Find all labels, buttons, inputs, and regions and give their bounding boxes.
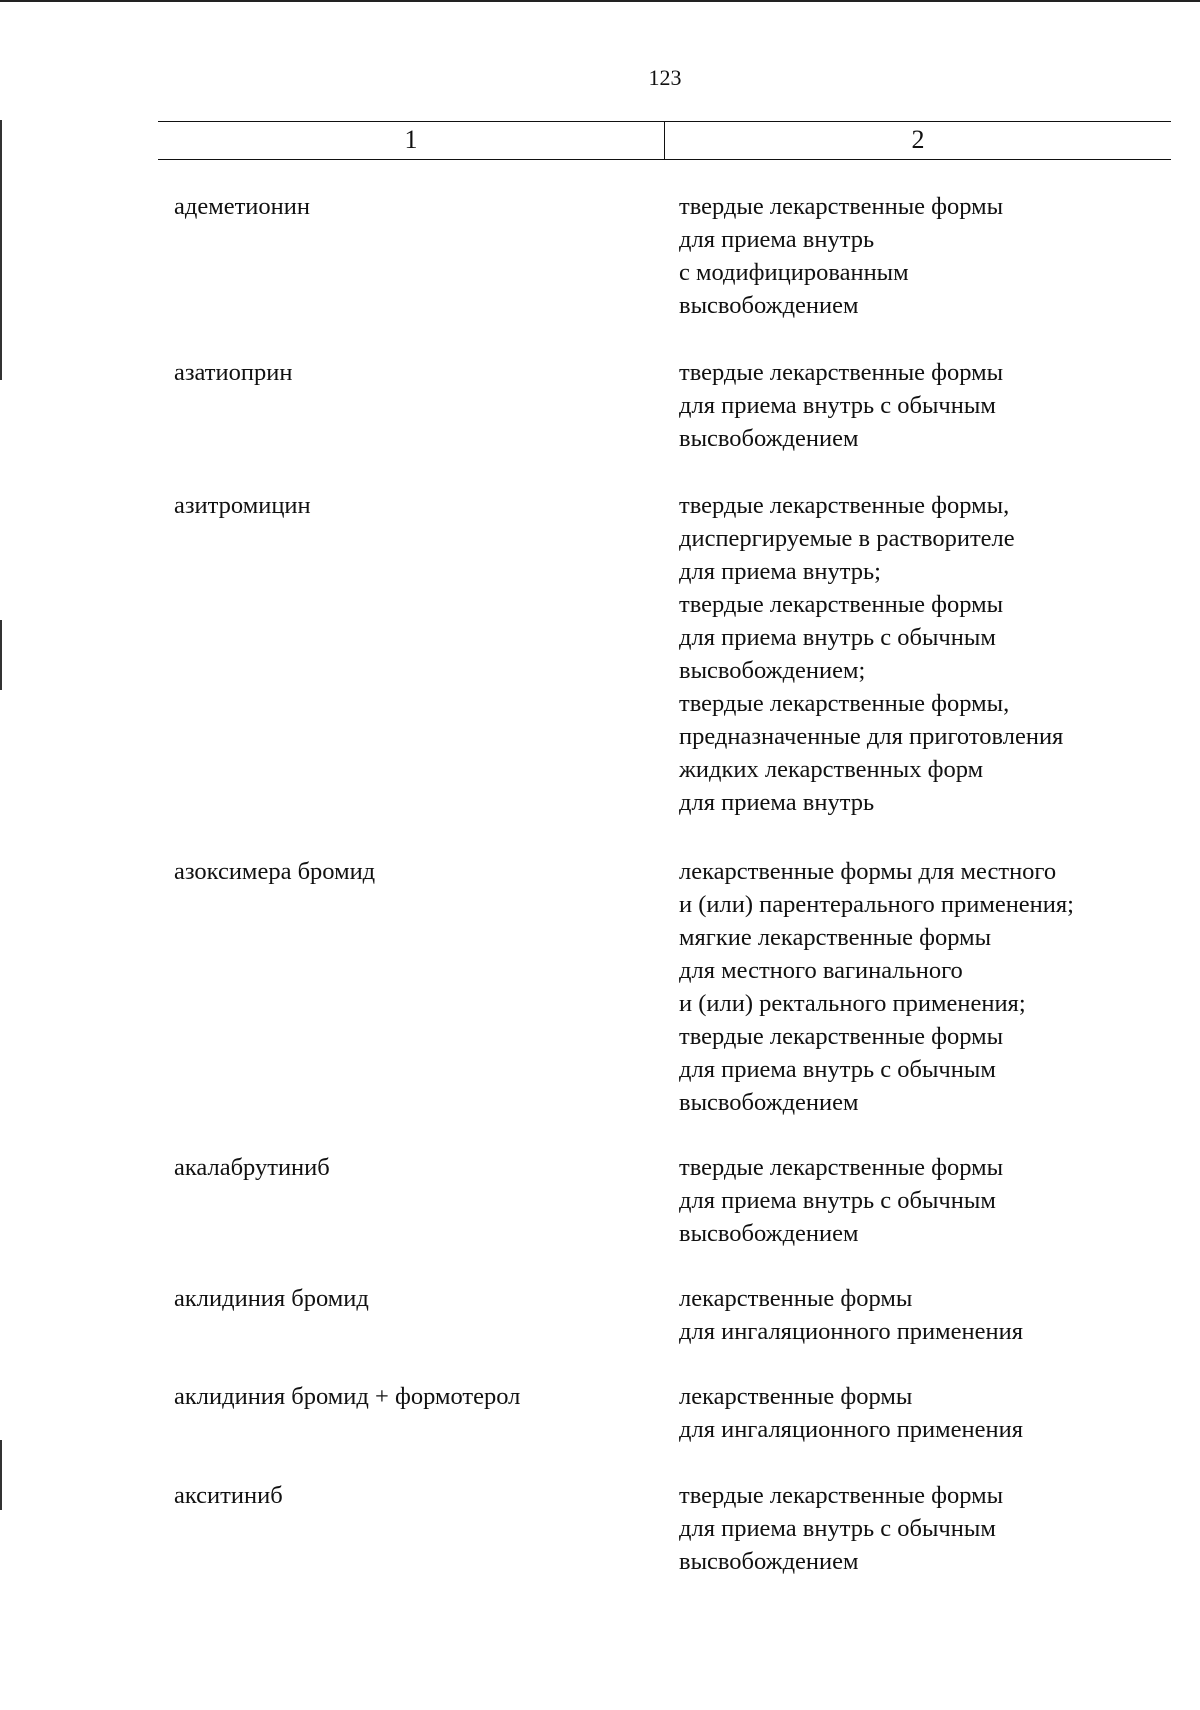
- dosage-form-line: твердые лекарственные формы: [679, 591, 1004, 618]
- dosage-form: [679, 1282, 1149, 1348]
- drug-name: аклидиния бромид + формотерол: [174, 1383, 521, 1410]
- dosage-form-line: лекарственные формы для местного: [679, 858, 1057, 885]
- dosage-form-line: для приема внутрь: [679, 789, 875, 816]
- drug-name: азоксимера бромид: [174, 858, 376, 885]
- dosage-form-line: для приема внутрь;: [679, 558, 881, 585]
- dosage-form-line: диспергируемые в растворителе: [679, 525, 1015, 552]
- dosage-form: [679, 489, 1149, 819]
- dosage-form-line: твердые лекарственные формы: [679, 193, 1004, 220]
- dosage-form-line: твердые лекарственные формы: [679, 1154, 1004, 1181]
- scan-artifact: [0, 120, 2, 380]
- drug-name: аклидиния бромид: [174, 1285, 369, 1312]
- dosage-form-line: высвобождением: [679, 1089, 859, 1116]
- dosage-form-line: твердые лекарственные формы: [679, 1023, 1004, 1050]
- dosage-form-line: для местного вагинального: [679, 957, 963, 984]
- dosage-form-line: для приема внутрь с обычным: [679, 1056, 996, 1083]
- dosage-form-line: для приема внутрь с обычным: [679, 1187, 996, 1214]
- dosage-form: [679, 1151, 1149, 1250]
- drug-name: акситиниб: [174, 1482, 283, 1509]
- dosage-form: [679, 356, 1149, 455]
- dosage-form: [679, 190, 1149, 322]
- dosage-form-line: лекарственные формы: [679, 1383, 913, 1410]
- page-top-edge: [0, 0, 1200, 2]
- dosage-form: [679, 1479, 1149, 1578]
- scan-artifact: [0, 1440, 2, 1510]
- dosage-form-line: для приема внутрь с обычным: [679, 1515, 996, 1542]
- dosage-form-line: для приема внутрь с обычным: [679, 624, 996, 651]
- drug-name: азатиоприн: [174, 359, 293, 386]
- dosage-form-line: твердые лекарственные формы,: [679, 690, 1010, 717]
- dosage-form-line: с модифицированным: [679, 259, 909, 286]
- dosage-form-line: для приема внутрь: [679, 226, 875, 253]
- dosage-form-line: и (или) ректального применения;: [679, 990, 1026, 1017]
- dosage-form-line: твердые лекарственные формы: [679, 1482, 1004, 1509]
- dosage-form-line: высвобождением: [679, 1548, 859, 1575]
- dosage-form-line: высвобождением: [679, 425, 859, 452]
- dosage-form: [679, 1380, 1149, 1446]
- dosage-form: [679, 855, 1149, 1119]
- page-number: 123: [648, 65, 682, 90]
- column-header-2: 2: [911, 125, 925, 154]
- drug-name: адеметионин: [174, 193, 310, 220]
- dosage-form-line: высвобождением: [679, 292, 859, 319]
- dosage-form-line: высвобождением: [679, 1220, 859, 1247]
- dosage-form-line: предназначенные для приготовления: [679, 723, 1064, 750]
- dosage-form-line: для приема внутрь с обычным: [679, 392, 996, 419]
- dosage-form-line: лекарственные формы: [679, 1285, 913, 1312]
- dosage-form-line: для ингаляционного применения: [679, 1318, 1024, 1345]
- drug-name: азитромицин: [174, 492, 311, 519]
- column-header-1: 1: [158, 122, 665, 159]
- dosage-form-line: высвобождением;: [679, 657, 866, 684]
- dosage-form-line: твердые лекарственные формы,: [679, 492, 1010, 519]
- dosage-form-line: для ингаляционного применения: [679, 1416, 1024, 1443]
- dosage-form-line: жидких лекарственных форм: [679, 756, 984, 783]
- dosage-form-line: твердые лекарственные формы: [679, 359, 1004, 386]
- drug-name: акалабрутиниб: [174, 1154, 330, 1181]
- scan-artifact: [0, 620, 2, 690]
- table-header: [158, 121, 1171, 160]
- dosage-form-line: мягкие лекарственные формы: [679, 924, 992, 951]
- dosage-form-line: и (или) парентерального применения;: [679, 891, 1074, 918]
